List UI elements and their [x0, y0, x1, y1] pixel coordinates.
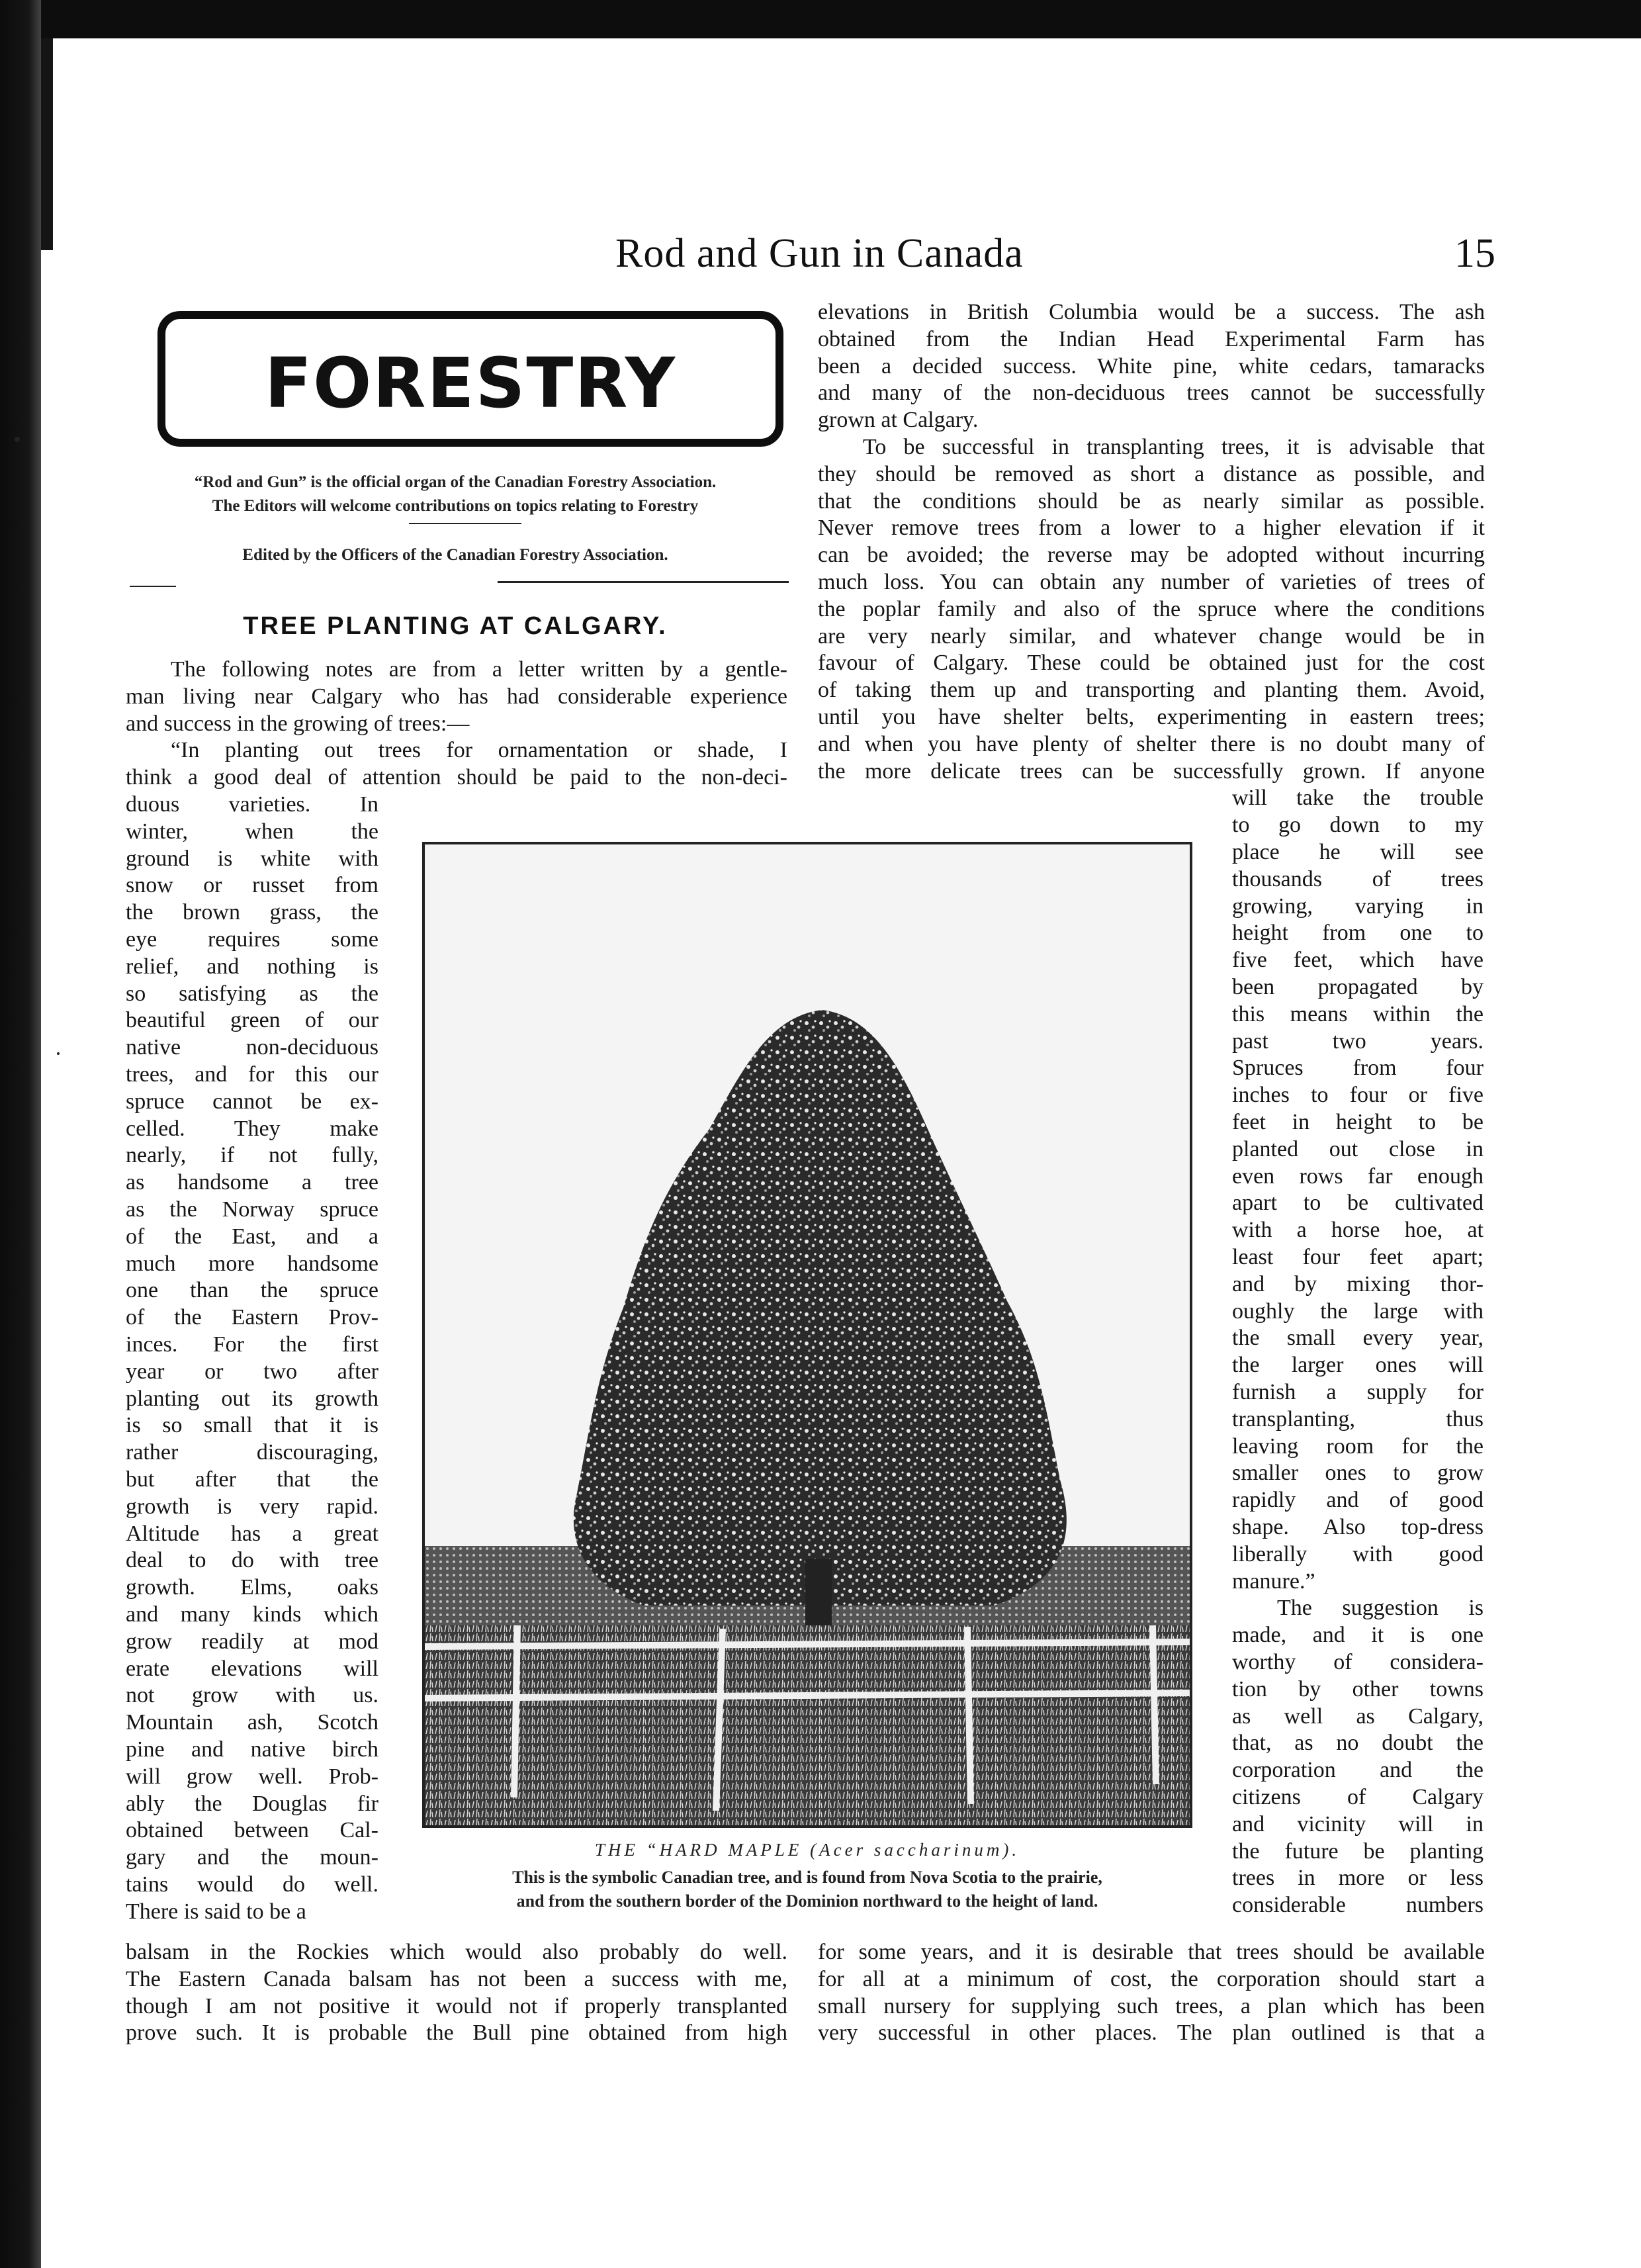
left-column-line: much more handsome — [126, 1251, 378, 1276]
left-column-line: not grow with us. — [126, 1683, 378, 1708]
left-column-line: the brown grass, the — [126, 900, 378, 925]
running-head: Rod and Gun in Canada — [615, 231, 1024, 276]
left-column-line: obtained between Cal- — [126, 1818, 378, 1843]
right-column-line: thousands of trees — [1232, 866, 1484, 891]
section-banner — [157, 311, 783, 447]
left-column-line: of the East, and a — [126, 1224, 378, 1249]
left-column-line: nearly, if not fully, — [126, 1143, 378, 1168]
left-column-line: year or two after — [126, 1359, 378, 1384]
right-column-line: even rows far enough — [1232, 1163, 1484, 1189]
left-column-line: The following notes are from a letter written by a gentle- — [171, 657, 787, 682]
right-column-line: small nursery for supplying such trees, a plan which has been — [818, 1993, 1485, 2019]
right-column-line: much loss. You can obtain any number of varieties of trees of — [818, 570, 1485, 594]
right-column-line: been propagated by — [1232, 975, 1484, 999]
maple-tree-illustration — [425, 844, 1190, 1825]
right-column-line: very successful in other places. The plan outlined is that a — [818, 2020, 1485, 2046]
scan-speck — [15, 437, 20, 442]
right-column-line: considerable numbers — [1232, 1893, 1484, 1918]
right-column-line: five feet, which have — [1232, 948, 1484, 973]
left-column-line: one than the spruce — [126, 1278, 378, 1303]
right-column-line: liberally with good — [1232, 1541, 1484, 1566]
grass-foreground — [425, 1625, 1190, 1825]
right-column-line: transplanting, thus — [1232, 1406, 1484, 1431]
left-column-line: as the Norway spruce — [126, 1197, 378, 1222]
right-column-line: citizens of Calgary — [1232, 1785, 1484, 1809]
right-column-line: place he will see — [1232, 840, 1484, 864]
left-column-line: as handsome a tree — [126, 1170, 378, 1195]
left-column-line: beautiful green of our — [126, 1008, 378, 1033]
left-column-line: prove such. It is probable the Bull pine obtained from high — [126, 2020, 787, 2046]
left-column-line: will grow well. Prob- — [126, 1764, 378, 1789]
scan-top-border — [0, 0, 1641, 38]
right-column-line: furnish a supply for — [1232, 1380, 1484, 1404]
right-column-line: the future be planting — [1232, 1838, 1484, 1864]
left-column-line: spruce cannot be ex- — [126, 1089, 378, 1114]
right-column-line: that the conditions should be as nearly similar as possible. — [818, 488, 1485, 514]
right-column-line: corporation and the — [1232, 1758, 1484, 1783]
left-column-line: Mountain ash, Scotch — [126, 1710, 378, 1735]
left-column-line: ably the Douglas fir — [126, 1791, 378, 1816]
left-column-line: There is said to be a — [126, 1899, 306, 1924]
left-column-line: celled. They make — [126, 1116, 378, 1141]
left-column-line: gary and the moun- — [126, 1845, 378, 1870]
scan-speck — [57, 1052, 60, 1055]
left-column-line: pine and native birch — [126, 1737, 378, 1762]
left-column-line: relief, and nothing is — [126, 954, 378, 979]
right-column-line: and many of the non-deciduous trees cannot be successfully — [818, 381, 1485, 406]
right-column-line: and by mixing thor- — [1232, 1271, 1484, 1296]
right-column-line: tion by other towns — [1232, 1676, 1484, 1701]
right-column-line: feet in height to be — [1232, 1110, 1484, 1134]
left-column-line: tains would do well. — [126, 1872, 378, 1897]
section-rule — [498, 581, 789, 583]
left-column-line: rather discouraging, — [126, 1440, 378, 1465]
right-column-line: will take the trouble — [1232, 786, 1484, 811]
article-title: TREE PLANTING AT CALGARY. — [243, 612, 668, 640]
masthead-line-1: “Rod and Gun” is the official organ of the Canadian Forestry Association. — [194, 473, 717, 491]
left-column-line: ground is white with — [126, 846, 378, 871]
right-column-line: rapidly and of good — [1232, 1488, 1484, 1513]
right-column-line: until you have shelter belts, experimenting in eastern trees; — [818, 705, 1485, 729]
right-column-line: manure.” — [1232, 1568, 1315, 1594]
left-column-line: balsam in the Rockies which would also probably do well. — [126, 1940, 787, 1964]
right-column-line: obtained from the Indian Head Experimental Farm has — [818, 326, 1485, 351]
right-column-line: height from one to — [1232, 921, 1484, 946]
masthead-line-2: The Editors will welcome contributions on topics relating to Forestry — [212, 497, 699, 515]
right-column-line: and vicinity will in — [1232, 1811, 1484, 1837]
masthead-divider — [409, 523, 521, 524]
right-column-line: Spruces from four — [1232, 1056, 1484, 1081]
right-column-line: worthy of considera- — [1232, 1650, 1484, 1674]
right-column-line: made, and it is one — [1232, 1623, 1484, 1648]
right-column-line: been a decided success. White pine, white cedars, tamaracks — [818, 353, 1485, 379]
right-column-line: shape. Also top-dress — [1232, 1515, 1484, 1539]
left-column-line: erate elevations will — [126, 1656, 378, 1681]
right-column-line: inches to four or five — [1232, 1083, 1484, 1108]
left-column-line: but after that the — [126, 1467, 378, 1492]
right-column-line: of taking them up and transporting and planting them. Avoid, — [818, 678, 1485, 703]
left-column-line: native non-deciduous — [126, 1035, 378, 1060]
left-column-line: trees, and for this our — [126, 1062, 378, 1087]
right-column-line: trees in more or less — [1232, 1866, 1484, 1891]
figure-caption-line-2: and from the southern border of the Dominion northward to the height of land. — [516, 1891, 1098, 1911]
right-column-line: growing, varying in — [1232, 893, 1484, 919]
left-column-line: so satisfying as the — [126, 981, 378, 1006]
left-column-line: winter, when the — [126, 819, 378, 844]
right-column-line: this means within the — [1232, 1001, 1484, 1026]
left-column-line: is so small that it is — [126, 1413, 378, 1438]
left-column-line: think a good deal of attention should be paid to the non-deci- — [126, 765, 787, 790]
left-column-line: man living near Calgary who has had considerable experience — [126, 684, 787, 709]
left-column-line: duous varieties. In — [126, 792, 378, 817]
right-column-line: the larger ones will — [1232, 1353, 1484, 1378]
right-column-line: elevations in British Columbia would be a success. The ash — [818, 300, 1485, 324]
left-column-line: growth is very rapid. — [126, 1494, 378, 1519]
right-column-line: leaving room for the — [1232, 1433, 1484, 1459]
left-column-line: deal to do with tree — [126, 1548, 378, 1573]
right-column-line: Never remove trees from a lower to a higher elevation if it — [818, 516, 1485, 541]
left-column-line: Altitude has a great — [126, 1521, 378, 1546]
scan-left-border — [0, 0, 41, 2268]
section-title: FORESTRY — [264, 343, 677, 424]
right-column-line: past two years. — [1232, 1028, 1484, 1054]
left-column-line: inces. For the first — [126, 1332, 378, 1357]
left-column-line: “In planting out trees for ornamentation or shade, I — [171, 738, 787, 763]
right-column-line: the poplar family and also of the spruce where the conditions — [818, 596, 1485, 621]
right-column-line: for some years, and it is desirable that trees should be available — [818, 1940, 1485, 1964]
left-column-line: though I am not positive it would not if properly transplanted — [126, 1993, 787, 2019]
left-column-line: eye requires some — [126, 927, 378, 952]
right-column-line: they should be removed as short a distance as possible, and — [818, 461, 1485, 486]
right-column-line: grown at Calgary. — [818, 408, 979, 433]
right-column-line: apart to be cultivated — [1232, 1191, 1484, 1216]
right-column-line: the more delicate trees can be successfully grown. If anyone — [818, 758, 1485, 784]
right-column-line: can be avoided; the reverse may be adopted without incurring — [818, 543, 1485, 568]
figure-caption-title: THE “HARD MAPLE (Acer saccharinum). — [594, 1840, 1020, 1860]
left-column-line: grow readily at mod — [126, 1629, 378, 1654]
page-number: 15 — [1454, 231, 1495, 276]
section-rule-stub — [130, 586, 176, 587]
right-column-line: as well as Calgary, — [1232, 1703, 1484, 1729]
right-column-line: oughly the large with — [1232, 1298, 1484, 1324]
right-column-line: with a horse hoe, at — [1232, 1218, 1484, 1243]
right-column-line: are very nearly similar, and whatever change would be in — [818, 623, 1485, 649]
figure-caption-line-1: This is the symbolic Canadian tree, and is found from Nova Scotia to the prairie, — [512, 1868, 1102, 1887]
left-column-line: growth. Elms, oaks — [126, 1575, 378, 1600]
right-column-line: that, as no doubt the — [1232, 1731, 1484, 1756]
right-column-line: and when you have plenty of shelter there is no doubt many of — [818, 731, 1485, 756]
left-column-line: snow or russet from — [126, 873, 378, 898]
right-column-line: least four feet apart; — [1232, 1245, 1484, 1269]
right-column-line: planted out close in — [1232, 1136, 1484, 1161]
left-column-line: and many kinds which — [126, 1602, 378, 1627]
right-column-line: The suggestion is — [1277, 1596, 1484, 1621]
right-column-line: favour of Calgary. These could be obtained just for the cost — [818, 651, 1485, 676]
left-column-line: and success in the growing of trees:— — [126, 711, 470, 736]
right-column-line: to go down to my — [1232, 813, 1484, 838]
left-column-line: The Eastern Canada balsam has not been a success with me, — [126, 1966, 787, 1991]
right-column-line: the small every year, — [1232, 1326, 1484, 1351]
left-column-line: planting out its growth — [126, 1386, 378, 1411]
hard-maple-photo — [422, 842, 1192, 1828]
right-column-line: for all at a minimum of cost, the corporation should start a — [818, 1966, 1485, 1991]
left-column-line: of the Eastern Prov- — [126, 1305, 378, 1330]
masthead-line-3: Edited by the Officers of the Canadian Forestry Association. — [242, 546, 668, 564]
right-column-line: To be successful in transplanting trees, it is advisable that — [863, 435, 1485, 459]
scan-corner-mark — [41, 38, 53, 250]
right-column-line: smaller ones to grow — [1232, 1461, 1484, 1486]
